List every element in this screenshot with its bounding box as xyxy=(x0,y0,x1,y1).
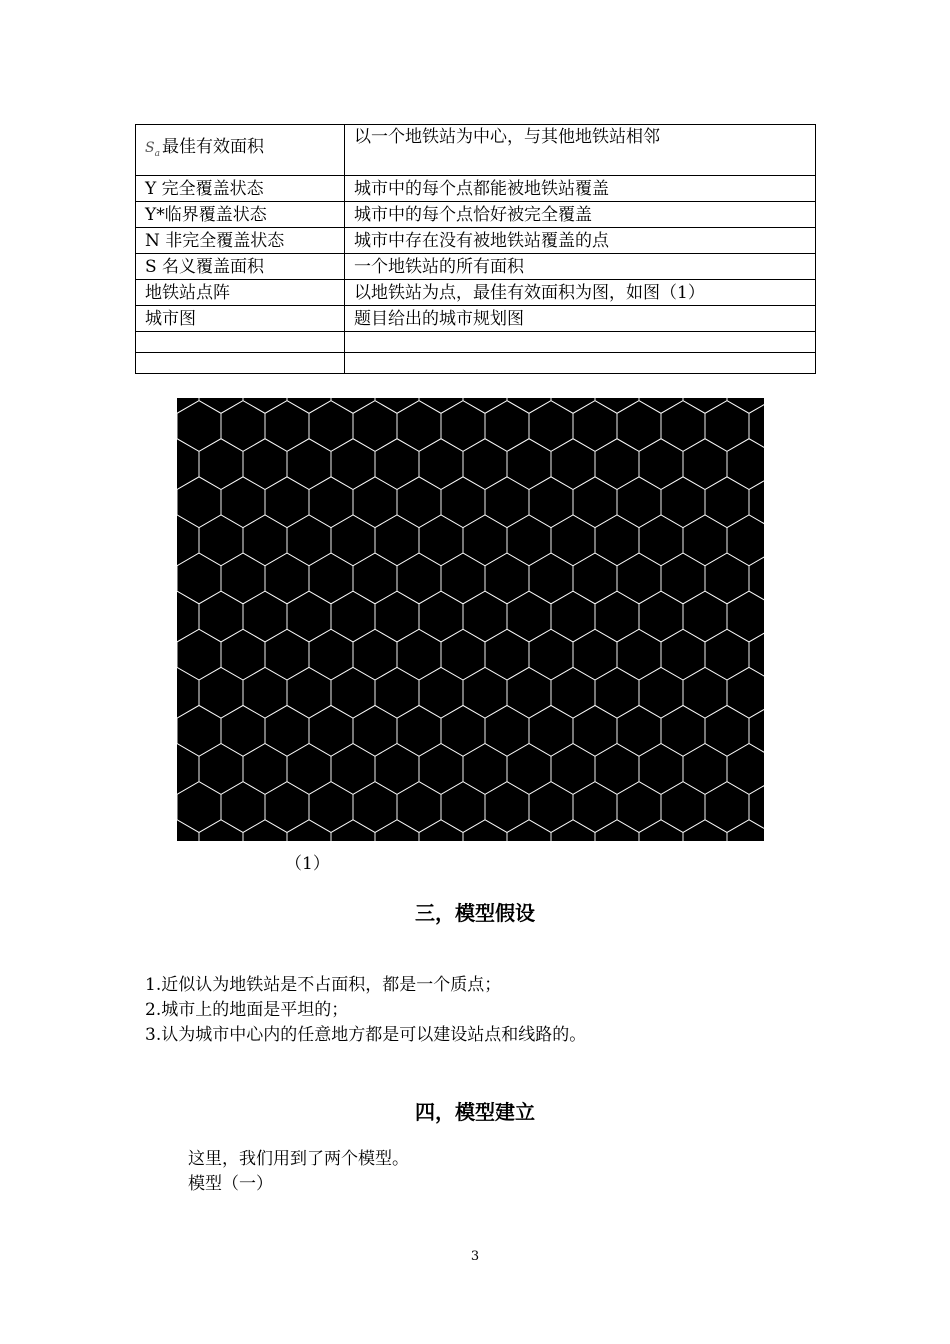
hexagon-cell xyxy=(705,401,749,452)
hexagon-cell xyxy=(595,398,639,413)
term-cell: Y 完全覆盖状态 xyxy=(136,176,345,202)
hexagon-cell xyxy=(441,782,485,833)
hexagon-cell xyxy=(749,705,764,756)
hexagon-cell xyxy=(221,629,265,680)
paragraph: 模型（一） xyxy=(188,1174,273,1194)
hexagon-cell xyxy=(705,477,749,528)
hexagon-cell xyxy=(507,398,551,413)
section-heading-model: 四，模型建立 xyxy=(415,1100,535,1124)
hexagon-cell xyxy=(463,591,507,642)
hexagon-cell xyxy=(353,477,397,528)
hexagon-cell xyxy=(419,667,463,718)
hexagon-cell xyxy=(529,782,573,833)
table-row xyxy=(136,125,816,176)
hexagon-cell xyxy=(221,782,265,833)
hexagon-cell xyxy=(727,591,764,642)
paragraph: 这里，我们用到了两个模型。 xyxy=(188,1149,409,1169)
hexagon-cell xyxy=(353,401,397,452)
hexagon-cell xyxy=(683,398,727,413)
description-cell: 城市中的每个点恰好被完全覆盖 xyxy=(345,202,816,228)
hexagon-cell xyxy=(551,398,595,413)
hexagon-cell xyxy=(265,705,309,756)
hexagon-cell xyxy=(199,667,243,718)
hexagon-cell xyxy=(727,820,764,841)
hexagon-cell xyxy=(287,515,331,566)
hexagon-cell xyxy=(199,820,243,841)
list-item: 3.认为城市中心内的任意地方都是可以建设站点和线路的。 xyxy=(145,1025,587,1045)
hexagon-cell xyxy=(331,439,375,490)
hexagon-cell xyxy=(287,820,331,841)
hexagon-lattice-image xyxy=(177,398,764,841)
hexagon-cell xyxy=(177,591,199,642)
hexagon-cell xyxy=(177,667,199,718)
hexagon-cell xyxy=(397,782,441,833)
hexagon-cell xyxy=(507,591,551,642)
hexagon-cell xyxy=(243,515,287,566)
hexagon-cell xyxy=(661,401,705,452)
hexagon-cell xyxy=(639,515,683,566)
hexagon-cell xyxy=(749,401,764,452)
hexagon-cell xyxy=(375,515,419,566)
hexagon-cell xyxy=(419,398,463,413)
hexagon-cell xyxy=(397,477,441,528)
hexagon-cell xyxy=(243,591,287,642)
hexagon-cell xyxy=(309,705,353,756)
hexagon-cell xyxy=(749,477,764,528)
description-cell: 题目给出的城市规划图 xyxy=(345,306,816,332)
hexagon-cell xyxy=(573,782,617,833)
hexagon-cell xyxy=(551,744,595,795)
hexagon-cell xyxy=(397,629,441,680)
hexagon-cell xyxy=(177,782,221,833)
hexagon-cell xyxy=(727,744,764,795)
hexagon-cell xyxy=(441,553,485,604)
hexagon-cell xyxy=(199,398,243,413)
hexagon-cell xyxy=(309,401,353,452)
hexagon-cell xyxy=(529,705,573,756)
hexagon-cell xyxy=(177,553,221,604)
hexagon-cell xyxy=(683,820,727,841)
hexagon-cell xyxy=(177,705,221,756)
term-cell xyxy=(136,353,345,374)
symbol-definition-table xyxy=(135,124,816,374)
hexagon-cell xyxy=(177,515,199,566)
hexagon-cell xyxy=(419,439,463,490)
hexagon-cell xyxy=(573,705,617,756)
hexagon-cell xyxy=(661,782,705,833)
hexagon-cell xyxy=(375,398,419,413)
hexagon-cell xyxy=(199,744,243,795)
hexagon-cell xyxy=(705,782,749,833)
hexagon-cell xyxy=(639,667,683,718)
hexagon-cell xyxy=(419,515,463,566)
hexagon-cell xyxy=(705,705,749,756)
hexagon-cell xyxy=(573,477,617,528)
table-row xyxy=(136,176,816,202)
hexagon-cell xyxy=(705,629,749,680)
hexagon-cell xyxy=(485,705,529,756)
hexagon-cell xyxy=(661,553,705,604)
hexagon-cell xyxy=(287,744,331,795)
hexagon-cell xyxy=(287,667,331,718)
hexagon-cell xyxy=(309,477,353,528)
hexagon-cell xyxy=(375,667,419,718)
hexagon-cell xyxy=(463,820,507,841)
hexagon-cell xyxy=(243,820,287,841)
hexagon-cell xyxy=(529,477,573,528)
hexagon-cell xyxy=(749,553,764,604)
hexagon-cell xyxy=(661,477,705,528)
hexagon-cell xyxy=(705,553,749,604)
hexagon-cell xyxy=(595,667,639,718)
hexagon-cell xyxy=(617,401,661,452)
table-row xyxy=(136,228,816,254)
hexagon-cell xyxy=(551,820,595,841)
hexagon-cell xyxy=(331,515,375,566)
hexagon-cell xyxy=(683,667,727,718)
hexagon-cell xyxy=(265,477,309,528)
hexagon-cell xyxy=(353,705,397,756)
hexagon-cell xyxy=(463,744,507,795)
hexagon-cell xyxy=(573,401,617,452)
description-cell xyxy=(345,332,816,353)
hexagon-cell xyxy=(617,629,661,680)
hexagon-cell xyxy=(309,629,353,680)
hexagon-cell xyxy=(463,439,507,490)
description-cell: 城市中的每个点都能被地铁站覆盖 xyxy=(345,176,816,202)
hexagon-cell xyxy=(683,744,727,795)
hexagon-cell xyxy=(485,553,529,604)
hexagon-cell xyxy=(287,439,331,490)
section-heading-assumptions: 三，模型假设 xyxy=(415,901,535,925)
term-cell xyxy=(136,332,345,353)
hexagon-cell xyxy=(397,705,441,756)
hexagon-cell xyxy=(221,401,265,452)
list-item: 1.近似认为地铁站是不占面积，都是一个质点； xyxy=(145,975,502,995)
hexagon-cell xyxy=(243,398,287,413)
hexagon-cell xyxy=(243,667,287,718)
hexagon-lattice-figure xyxy=(177,398,764,841)
figure-caption: （1） xyxy=(285,854,330,874)
hexagon-cell xyxy=(265,401,309,452)
hexagon-cell xyxy=(463,667,507,718)
description-cell: 以一个地铁站为中心，与其他地铁站相邻 xyxy=(345,125,816,176)
hexagon-cell xyxy=(397,553,441,604)
hexagon-cell xyxy=(595,744,639,795)
hexagon-cell xyxy=(375,591,419,642)
term-cell: Y*临界覆盖状态 xyxy=(136,202,345,228)
hexagon-cell xyxy=(375,439,419,490)
term-cell: $S_a$ 最佳有效面积 xyxy=(136,125,345,176)
hexagon-cell xyxy=(243,744,287,795)
hexagon-cell xyxy=(507,744,551,795)
list-item: 2.城市上的地面是平坦的； xyxy=(145,1000,349,1020)
hexagon-cell xyxy=(639,398,683,413)
hexagon-cell xyxy=(441,477,485,528)
hexagon-cell xyxy=(177,744,199,795)
hexagon-cell xyxy=(441,629,485,680)
hexagon-cell xyxy=(551,591,595,642)
hexagon-cell xyxy=(639,820,683,841)
hexagon-cell xyxy=(485,401,529,452)
hexagon-cell xyxy=(595,515,639,566)
hexagon-cell xyxy=(617,705,661,756)
hexagon-cell xyxy=(463,515,507,566)
table-row xyxy=(136,280,816,306)
hexagon-cell xyxy=(199,515,243,566)
term-cell: S 名义覆盖面积 xyxy=(136,254,345,280)
hexagon-cell xyxy=(507,515,551,566)
hexagon-cell xyxy=(265,629,309,680)
description-cell: 城市中存在没有被地铁站覆盖的点 xyxy=(345,228,816,254)
hexagon-cell xyxy=(441,401,485,452)
table-row xyxy=(136,353,816,374)
hexagon-cell xyxy=(749,782,764,833)
hexagon-cell xyxy=(529,553,573,604)
hexagon-cell xyxy=(309,782,353,833)
hexagon-cell xyxy=(551,439,595,490)
hexagon-cell xyxy=(177,477,221,528)
hexagon-cell xyxy=(463,398,507,413)
hexagon-cell xyxy=(529,629,573,680)
hexagon-cell xyxy=(617,477,661,528)
hexagon-cell xyxy=(661,629,705,680)
hexagon-cell xyxy=(221,553,265,604)
hexagon-cell xyxy=(199,439,243,490)
description-cell: 以地铁站为点，最佳有效面积为图，如图（1） xyxy=(345,280,816,306)
hexagon-cell xyxy=(683,439,727,490)
hexagon-cell xyxy=(617,782,661,833)
hexagon-cell xyxy=(419,820,463,841)
hexagon-cell xyxy=(639,591,683,642)
hexagon-cell xyxy=(551,667,595,718)
hexagon-cell xyxy=(573,629,617,680)
hexagon-cell xyxy=(617,553,661,604)
hexagon-cell xyxy=(727,667,764,718)
hexagon-cell xyxy=(661,705,705,756)
hexagon-cell xyxy=(309,553,353,604)
hexagon-cell xyxy=(331,398,375,413)
hexagon-cell xyxy=(551,515,595,566)
hexagon-cell xyxy=(287,398,331,413)
hexagon-cell xyxy=(727,515,764,566)
hexagon-cell xyxy=(221,477,265,528)
hexagon-cell xyxy=(441,705,485,756)
hexagon-cell xyxy=(485,629,529,680)
table-row xyxy=(136,306,816,332)
hexagon-cell xyxy=(331,667,375,718)
hexagon-cell xyxy=(683,591,727,642)
term-cell: 城市图 xyxy=(136,306,345,332)
hexagon-cell xyxy=(177,629,221,680)
hexagon-cell xyxy=(485,782,529,833)
hexagon-cell xyxy=(265,782,309,833)
term-cell: 地铁站点阵 xyxy=(136,280,345,306)
hexagon-cell xyxy=(199,591,243,642)
hexagon-cell xyxy=(353,553,397,604)
hexagon-cell xyxy=(507,820,551,841)
description-cell xyxy=(345,353,816,374)
term-cell: N 非完全覆盖状态 xyxy=(136,228,345,254)
hexagon-cell xyxy=(287,591,331,642)
hexagon-cell xyxy=(265,553,309,604)
hexagon-cell xyxy=(683,515,727,566)
hexagon-cell xyxy=(639,439,683,490)
hexagon-cell xyxy=(375,820,419,841)
hexagon-cell xyxy=(375,744,419,795)
hexagon-cell xyxy=(177,439,199,490)
hexagon-cell xyxy=(639,744,683,795)
hexagon-cell xyxy=(177,401,221,452)
hexagon-cell xyxy=(221,705,265,756)
description-cell: 一个地铁站的所有面积 xyxy=(345,254,816,280)
hexagon-cell xyxy=(595,439,639,490)
hexagon-cell xyxy=(243,439,287,490)
hexagon-cell xyxy=(727,439,764,490)
hexagon-cell xyxy=(177,820,199,841)
hexagon-cell xyxy=(419,591,463,642)
hexagon-cell xyxy=(595,820,639,841)
hexagon-cell xyxy=(595,591,639,642)
hexagon-cell xyxy=(353,629,397,680)
hexagon-cell xyxy=(507,439,551,490)
page-number: 3 xyxy=(470,1249,480,1264)
assumption-list xyxy=(145,973,586,1048)
table-row xyxy=(136,332,816,353)
hexagon-cell xyxy=(573,553,617,604)
table-row xyxy=(136,202,816,228)
hexagon-cell xyxy=(331,744,375,795)
hexagon-cell xyxy=(331,591,375,642)
hexagon-cell xyxy=(397,401,441,452)
hexagon-cell xyxy=(485,477,529,528)
hexagon-cell xyxy=(331,820,375,841)
hexagon-cell xyxy=(353,782,397,833)
hexagon-cell xyxy=(419,744,463,795)
hexagon-cell xyxy=(749,629,764,680)
table-row xyxy=(136,254,816,280)
symbol-s-a: $S_a$ xyxy=(145,139,160,159)
hexagon-cell xyxy=(529,401,573,452)
hexagon-cell xyxy=(507,667,551,718)
